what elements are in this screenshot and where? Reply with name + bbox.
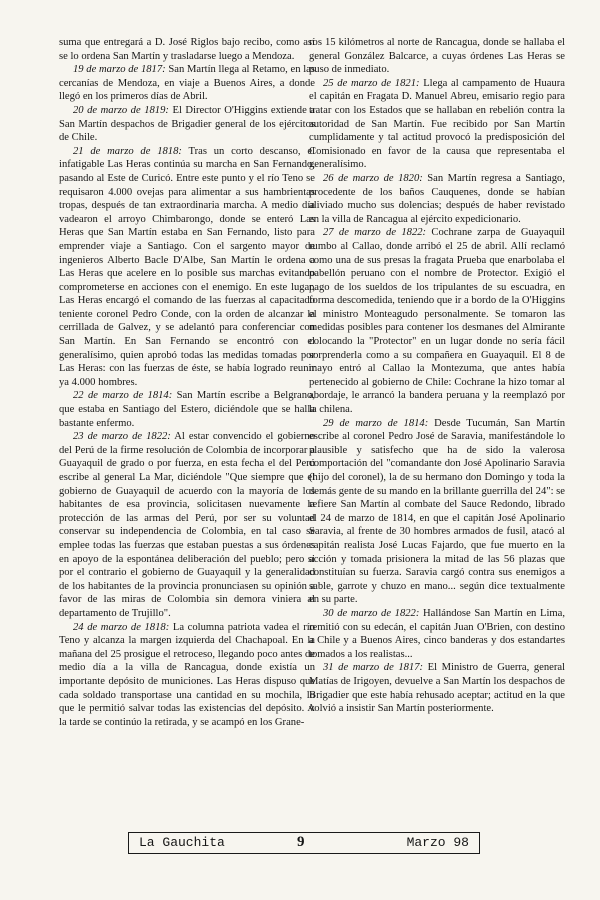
entry-date: 23 de marzo de 1822: <box>73 431 171 443</box>
paragraph <box>59 389 315 430</box>
entry-text: Tras un corto descanso, el infatigable Las Heras continúa su marcha en San Fernando, pasando al Este de Curicó. Entre este punto y el río Teno se requisaron 4.000 ovejas para alimentar a sus hambrientas tropas, después de tan extraordinaria marcha. A medio día vadearon el arroyo Chimbarongo, donde se enteró Las Heras que San Martín estaba en San Fernando, listo para emprender viaje a Santiago. Con el sargento mayor de ingenieros Alberto Bacle D'Albe, San Martín le ordena a Las Heras que acelere en lo posible sus marchas evitando comprometerse en acciones con el enemigo. En este lugar, Las Heras encargó el comando de las fuerzas al capacitado teniente coronel Pedro Conde, con la orden de alcanzar la cerrillada de Galvez, y se adelantó para conferenciar con San Martín. En San Fernando se encontró con el generalísimo, quien aprobó todas las medidas tomadas por Las Heras: con las fuerzas de éste, se había logrado reunir ya 4.000 hombres. <box>59 145 316 388</box>
paragraph: ros 15 kilómetros al norte de Rancagua, donde se hallaba el general González Balcarce, a cuyas órdenes Las Heras se puso de inmediato. <box>309 37 565 76</box>
paragraph <box>309 417 565 607</box>
paragraph <box>309 661 565 715</box>
left-column <box>59 36 315 729</box>
paragraph <box>59 145 315 390</box>
entry-text: Llega al campamento de Huaura el capitán en Fragata D. Manuel Abreu, emisario regio para tratar con los Estados que se hallaban en rebelión contra la autoridad de San Martín. Fue recibido por San Martín cumplidamente y tal actitud provocó la predisposición del Comisionado en favor de la causa que representaba el generalísimo. <box>309 77 565 171</box>
issue-date: Marzo 98 <box>406 835 469 850</box>
entry-date: 21 de marzo de 1818: <box>73 145 182 157</box>
paragraph <box>309 607 565 661</box>
entry-text: San Martín llega al Retamo, en las cercanías de Mendoza, en viaje a Buenos Aires, a donde llegó en los primeros días de Abril. <box>59 64 316 103</box>
paragraph <box>59 63 315 104</box>
paragraph <box>59 621 315 730</box>
page-footer <box>128 832 480 854</box>
entry-text: Hallándose San Martín en Lima, remitió con su edecán, el capitán Juan O'Brien, con destino a Chile y a Buenos Aires, cinco banderas y dos estandartes tomados a los realistas... <box>309 607 565 660</box>
right-column <box>309 36 565 716</box>
entry-text: Desde Tucumán, San Martín escribe al coronel Pedro José de Saravia, manifestándole lo plausible y satisfecho que ha de sido la valerosa comportación del "comandante don José Apolinario Saravia (hijo del coronel), la de su hermano don Domingo y toda la demás gente de su mando en la brillante guerrilla del 24": se refiere San Martín al combate del Sauce Redondo, librado el 24 de marzo de 1814, en que el capitán José Apolinario Saravia, al frente de 30 hombres armados de fusil, atacó al capitán realista José Lucas Fajardo, que fue muerto en la acción y tomada prisionera la mitad de las 56 plazas que constituían su fuerza. Saravia cargó contra sus enemigos a sable, garrote y chuzo en mano... según dice textualmente en su parte. <box>309 417 565 606</box>
magazine-name: La Gauchita <box>139 835 225 850</box>
entry-date: 30 de marzo de 1822: <box>323 607 420 619</box>
entry-text: El Ministro de Guerra, general Matías de Irigoyen, devuelve a San Martín los despachos de Brigadier que este había rehusado aceptar; actitud en la que volvió a insistir San Martín posteriormente. <box>309 662 565 715</box>
entry-text: San Martín regresa a Santiago, procedente de los baños Cauquenes, donde se habían aliviado mucho sus dolencias; después de haber revistado en la villa de Rancagua al ejército expedicionario. <box>309 172 565 225</box>
entry-date: 20 de marzo de 1819: <box>73 104 169 116</box>
entry-text: El Director O'Higgins extiende a San Martín despachos de Brigadier general de los ejércitos de Chile. <box>59 104 316 144</box>
entry-date: 24 de marzo de 1818: <box>73 621 170 633</box>
page-number: 9 <box>297 834 305 850</box>
paragraph <box>309 172 565 226</box>
paragraph <box>59 104 315 145</box>
paragraph <box>309 226 565 416</box>
entry-text: San Martín escribe a Belgrano, que estaba en Santiago del Estero, diciéndole que se halla bastante enfermo. <box>59 390 315 429</box>
entry-date: 29 de marzo de 1814: <box>323 417 429 429</box>
entry-date: 25 de marzo de 1821: <box>323 77 420 89</box>
entry-date: 22 de marzo de 1814: <box>73 390 173 402</box>
entry-text: La columna patriota vadea el río Teno y alcanza la margen izquierda del Chachapoal. En la mañana del 25 prosigue el retroceso, llegando poco antes de medio día a la villa de Rancagua, donde existía un importante depósito de municiones. Las Heras dispuso que cada soldado transportase una cantidad en su mochila, lo que le permitió salvar todas las existencias del depósito. A la tarde se continúo la retirada, y se acampó en los Grane- <box>59 621 316 728</box>
paragraph <box>59 430 315 620</box>
entry-date: 19 de marzo de 1817: <box>73 64 166 76</box>
entry-text: Al estar convencido el gobierno del Perú de la firme resolución de Colombia de incorporar a Guayaquil de grado o por fuerza, en esta fecha el del Perú escribe al general La Mar, diciéndole "Que siempre que el gobierno de Guayaquil de acuerdo con la mayoría de los habitantes de esa provincia, solicitasen nuevamente la protección de las armas del Perú, por ser su voluntad conservar su independencia de Colombia, en tal caso se emplee todas las fuerzas que estaban puestas a sus órdenes en apoyo de la espontánea deliberación del pueblo; pero si por el contrario el gobierno de Guayaquil y la generalidad de los habitantes de la provincia pronunciasen su opinión a favor de las miras de Colombia sin demora viniera al departamento de Trujillo". <box>59 431 315 619</box>
entry-date: 27 de marzo de 1822: <box>323 227 427 239</box>
paragraph <box>309 77 565 172</box>
entry-date: 31 de marzo de 1817: <box>323 662 424 674</box>
entry-date: 26 de marzo de 1820: <box>323 172 423 184</box>
entry-text: Cochrane zarpa de Guayaquil rumbo al Callao, donde arribó el 25 de abril. Allí reclamó como una de sus presas la fragata Prueba que enarbolaba el pabellón peruano con el nombre de Protector. Exigió el pago de los sueldos de los tripulantes de su escuadra, en forma descomedida, teniendo que ir a bordo de la O'Higgins el ministro Monteagudo personalmente. Se tomaron las medidas posibles para contener los desmanes del Almirante colocando la "Protector" en un lugar donde no sería fácil sorprenderla como a su compañera en Guayaquil. El 8 de mayo entró al Callao la Montezuma, que antes había pertenecido al gobierno de Chile: Cochrane la hizo tomar al abordaje, le arrancó la bandera peruana y la reemplazó por la chilena. <box>309 227 566 416</box>
paragraph: suma que entregará a D. José Riglos bajo recibo, como así se lo ordena San Martín y trasladarse luego a Mendoza. <box>59 37 315 62</box>
